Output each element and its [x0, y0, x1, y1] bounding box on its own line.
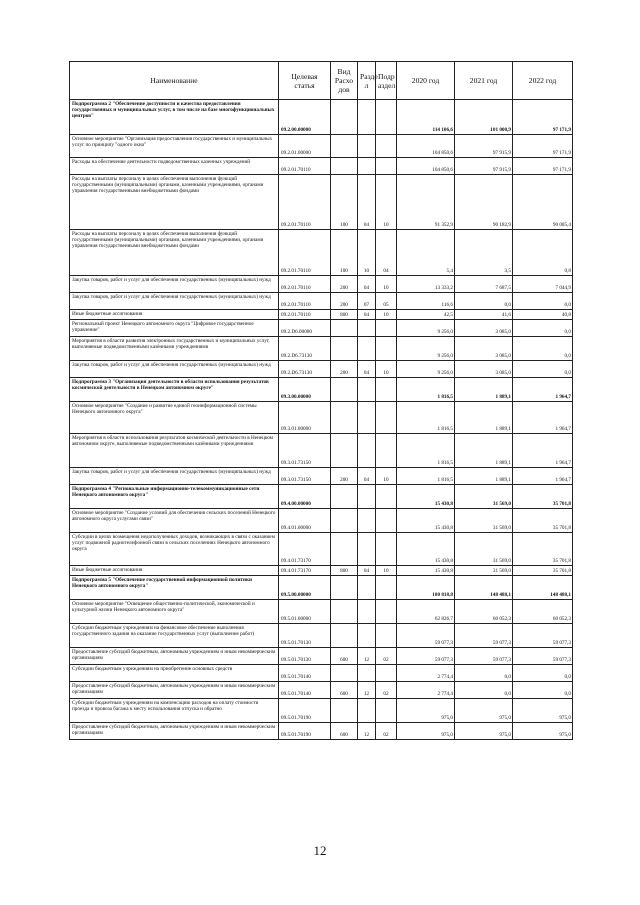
row-code: 09.2.D6.00000 [279, 320, 331, 337]
row-podrazdel: 05 [376, 293, 397, 310]
table-row [70, 361, 573, 378]
row-name: Субсидии бюджетным учреждениям на компенсацию расходов на оплату стоимости проезда и провоза багажа к месту использования отпуска и обратно [70, 699, 279, 723]
row-2021: 0,0 [455, 682, 513, 699]
row-code: 09.5.01.70190 [279, 723, 331, 740]
row-2022: 0,0 [513, 337, 573, 361]
table-body [70, 100, 573, 740]
row-2020: 15 430,8 [397, 509, 455, 533]
row-code: 09.5.01.70140 [279, 682, 331, 699]
row-vid [331, 320, 358, 337]
row-2022: 975,0 [513, 699, 573, 723]
row-code: 09.2.01.70110 [279, 230, 331, 276]
header-name: Наименование [70, 62, 279, 100]
row-2022: 35 701,8 [513, 509, 573, 533]
row-2020: 975,0 [397, 723, 455, 740]
row-name: Иные бюджетные ассигнования [70, 310, 279, 320]
row-2021: 97 915,9 [455, 158, 513, 175]
row-2022: 0,0 [513, 361, 573, 378]
row-code: 09.2.00.00000 [279, 100, 331, 135]
budget-table-container [69, 61, 572, 740]
row-podrazdel: 10 [376, 276, 397, 293]
row-name: Предоставление субсидий бюджетным, автономным учреждениям и иным некоммерческим организациям [70, 682, 279, 699]
row-2020: 91 352,9 [397, 175, 455, 230]
row-2021: 3 085,0 [455, 361, 513, 378]
row-razdel [358, 600, 376, 624]
row-razdel [358, 699, 376, 723]
row-2020: 1 816,5 [397, 402, 455, 434]
row-2021: 148 488,1 [455, 576, 513, 600]
header-podrazdel: Подр аздел [376, 62, 397, 100]
row-code: 09.5.01.70190 [279, 699, 331, 723]
row-name: Расходы на выплаты персоналу в целях обеспечения выполнения функций государственными (муниципальными) органами, казенными учреждениями, органами управления государственными внебюджетными фондами [70, 230, 279, 276]
row-2021: 41,6 [455, 310, 513, 320]
row-2022: 1 964,7 [513, 402, 573, 434]
row-vid: 100 [331, 230, 358, 276]
row-2021: 31 569,0 [455, 566, 513, 576]
row-vid: 800 [331, 310, 358, 320]
row-2021: 1 889,1 [455, 378, 513, 402]
row-2020: 104 850,6 [397, 135, 455, 158]
row-2021: 3 085,0 [455, 320, 513, 337]
row-2021: 90 182,9 [455, 175, 513, 230]
row-razdel: 04 [358, 310, 376, 320]
row-2021: 975,0 [455, 723, 513, 740]
row-2022: 1 964,7 [513, 434, 573, 468]
table-header-row [70, 62, 573, 100]
row-code: 09.4.01.73170 [279, 566, 331, 576]
table-row [70, 230, 573, 276]
row-razdel: 04 [358, 276, 376, 293]
row-podrazdel [376, 158, 397, 175]
row-razdel: 04 [358, 361, 376, 378]
table-row [70, 175, 573, 230]
row-code: 09.4.01.00000 [279, 509, 331, 533]
row-vid [331, 624, 358, 648]
table-row [70, 320, 573, 337]
row-2020: 975,0 [397, 699, 455, 723]
header-vid: Вид Расхо дов [331, 62, 358, 100]
row-2020: 15 430,8 [397, 533, 455, 566]
row-name: Закупка товаров, работ и услуг для обеспечения государственных (муниципальных) нужд [70, 276, 279, 293]
row-podrazdel [376, 665, 397, 682]
table-row [70, 576, 573, 600]
row-razdel: 07 [358, 293, 376, 310]
row-2022: 975,0 [513, 723, 573, 740]
row-vid: 600 [331, 682, 358, 699]
row-code: 09.5.01.70140 [279, 665, 331, 682]
row-code: 09.2.01.70110 [279, 276, 331, 293]
row-podrazdel [376, 402, 397, 434]
row-razdel [358, 509, 376, 533]
row-name: Субсидии бюджетным учреждениям на приобретение основных средств [70, 665, 279, 682]
row-2022: 60 052,3 [513, 600, 573, 624]
row-vid [331, 402, 358, 434]
row-2022: 90 085,4 [513, 175, 573, 230]
row-name: Основное мероприятие "Организация предоставления государственных и муниципальных услуг по принципу "одного окна" [70, 135, 279, 158]
row-podrazdel [376, 320, 397, 337]
row-2020: 42,5 [397, 310, 455, 320]
row-vid [331, 337, 358, 361]
row-2020: 1 816,5 [397, 434, 455, 468]
row-razdel: 10 [358, 230, 376, 276]
row-name: Закупка товаров, работ и услуг для обеспечения государственных (муниципальных) нужд [70, 293, 279, 310]
row-name: Подпрограмма 3 "Организация деятельности в области использования результатов космической деятельности в Ненецком автономном округе" [70, 378, 279, 402]
row-podrazdel: 10 [376, 175, 397, 230]
row-vid: 600 [331, 648, 358, 665]
row-2021: 31 569,0 [455, 509, 513, 533]
row-code: 09.2.01.70110 [279, 293, 331, 310]
row-name: Субсидии бюджетным учреждениям на финансовое обеспечение выполнения государственного задания на оказание государственных услуг (выполнение работ) [70, 624, 279, 648]
row-vid [331, 378, 358, 402]
row-2020: 1 816,5 [397, 468, 455, 485]
row-2021: 1 889,1 [455, 468, 513, 485]
row-2020: 116,6 [397, 293, 455, 310]
row-2021: 975,0 [455, 699, 513, 723]
row-2022: 40,8 [513, 310, 573, 320]
row-podrazdel: 02 [376, 723, 397, 740]
row-podrazdel [376, 434, 397, 468]
row-2022: 35 701,8 [513, 533, 573, 566]
row-razdel [358, 320, 376, 337]
row-code: 09.3.00.00000 [279, 378, 331, 402]
row-name: Региональный проект Ненецкого автономного округа "Цифровое государственное управление" [70, 320, 279, 337]
row-podrazdel: 10 [376, 310, 397, 320]
row-2020: 104 850,6 [397, 158, 455, 175]
table-row [70, 468, 573, 485]
row-name: Расходы на обеспечение деятельности подведомственных казенных учреждений [70, 158, 279, 175]
row-vid [331, 600, 358, 624]
row-razdel [358, 665, 376, 682]
row-razdel: 04 [358, 175, 376, 230]
row-podrazdel [376, 337, 397, 361]
table-row [70, 533, 573, 566]
row-vid [331, 100, 358, 135]
row-name: Подпрограмма 2 "Обеспечение доступности и качества предоставления государственных и муниципальных услуг, в том числе на базе многофункциональных центров" [70, 100, 279, 135]
row-2021: 0,0 [455, 665, 513, 682]
row-vid [331, 135, 358, 158]
table-row [70, 648, 573, 665]
row-2021: 59 077,3 [455, 648, 513, 665]
row-code: 09.2.D6.73130 [279, 361, 331, 378]
row-razdel: 12 [358, 682, 376, 699]
row-2022: 1 964,7 [513, 378, 573, 402]
row-code: 09.4.00.00000 [279, 485, 331, 509]
row-code: 09.2.01.70110 [279, 175, 331, 230]
row-vid: 200 [331, 276, 358, 293]
row-2020: 59 077,3 [397, 624, 455, 648]
row-podrazdel [376, 378, 397, 402]
row-2020: 5,4 [397, 230, 455, 276]
row-podrazdel: 10 [376, 468, 397, 485]
row-2021: 101 000,9 [455, 100, 513, 135]
row-podrazdel: 02 [376, 682, 397, 699]
row-name: Иные бюджетные ассигнования [70, 566, 279, 576]
row-code: 09.3.01.00000 [279, 402, 331, 434]
table-row [70, 682, 573, 699]
table-row [70, 624, 573, 648]
row-2022: 59 077,3 [513, 624, 573, 648]
row-vid: 100 [331, 175, 358, 230]
row-vid: 200 [331, 468, 358, 485]
row-code: 09.2.01.70110 [279, 158, 331, 175]
table-row [70, 723, 573, 740]
row-vid [331, 665, 358, 682]
header-2021: 2021 год [455, 62, 513, 100]
row-2022: 59 077,3 [513, 648, 573, 665]
row-razdel: 04 [358, 566, 376, 576]
row-2022: 35 701,8 [513, 566, 573, 576]
header-razdel: Разде л [358, 62, 376, 100]
row-code: 09.5.00.00000 [279, 576, 331, 600]
row-2021: 3,5 [455, 230, 513, 276]
header-target: Целевая статья [279, 62, 331, 100]
row-podrazdel: 10 [376, 361, 397, 378]
row-2022: 0,0 [513, 682, 573, 699]
table-row [70, 276, 573, 293]
table-row [70, 337, 573, 361]
row-2022: 0,0 [513, 293, 573, 310]
row-podrazdel [376, 100, 397, 135]
row-2022: 35 701,8 [513, 485, 573, 509]
row-vid [331, 576, 358, 600]
row-code: 09.3.01.73150 [279, 468, 331, 485]
row-vid: 200 [331, 293, 358, 310]
table-row [70, 100, 573, 135]
row-name: Субсидии в целях возмещения недополученных доходов, возникающих в связи с оказанием услуг подвижной радиотелефонной связи в сельских поселениях Ненецкого автономного округа [70, 533, 279, 566]
table-row [70, 665, 573, 682]
page-number: 12 [313, 843, 327, 858]
row-2020: 2 774,4 [397, 665, 455, 682]
row-name: Мероприятия в области использования результатов космической деятельности в Ненецком автономном округе, выполняемые подведомственными казёнными учреждениями [70, 434, 279, 468]
row-razdel [358, 434, 376, 468]
row-name: Подпрограмма 4 "Региональные информационно-телекоммуникационные сети Ненецкого автономного округа" [70, 485, 279, 509]
row-name: Основное мероприятие "Создание условий для обеспечения сельских поселений Ненецкого автономного округа услугами связи" [70, 509, 279, 533]
row-vid [331, 699, 358, 723]
row-2020: 1 816,5 [397, 378, 455, 402]
row-2021: 0,0 [455, 293, 513, 310]
row-2020: 114 106,6 [397, 100, 455, 135]
row-2021: 31 569,0 [455, 533, 513, 566]
row-razdel [358, 135, 376, 158]
row-razdel: 04 [358, 468, 376, 485]
row-name: Подпрограмма 5 "Обеспечение государственной информационной политики Ненецкого автономного округа" [70, 576, 279, 600]
row-code: 09.2.01.70110 [279, 310, 331, 320]
row-razdel [358, 485, 376, 509]
row-2021: 3 085,0 [455, 337, 513, 361]
row-2021: 59 077,3 [455, 624, 513, 648]
row-code: 09.5.01.70130 [279, 648, 331, 665]
row-name: Расходы на выплаты персоналу в целях обеспечения выполнения функций государственными (муниципальными) органами, казенными учреждениями, органами управления государственными внебюджетными фондами [70, 175, 279, 230]
row-2021: 60 052,3 [455, 600, 513, 624]
row-vid: 800 [331, 566, 358, 576]
row-vid [331, 509, 358, 533]
row-name: Мероприятия в области развития электронных государственных и муниципальных услуг, выполняемые подведомственными казёнными учреждениями [70, 337, 279, 361]
row-razdel [358, 100, 376, 135]
row-razdel [358, 624, 376, 648]
table-row [70, 158, 573, 175]
row-2020: 9 256,0 [397, 361, 455, 378]
row-podrazdel [376, 135, 397, 158]
row-podrazdel: 02 [376, 648, 397, 665]
row-podrazdel [376, 699, 397, 723]
row-razdel: 12 [358, 723, 376, 740]
row-podrazdel [376, 509, 397, 533]
row-2020: 9 256,0 [397, 320, 455, 337]
row-2022: 97 171,9 [513, 135, 573, 158]
row-razdel [358, 378, 376, 402]
row-2021: 1 889,1 [455, 434, 513, 468]
table-row [70, 434, 573, 468]
row-vid [331, 158, 358, 175]
row-2020: 62 826,7 [397, 600, 455, 624]
row-code: 09.5.01.70130 [279, 624, 331, 648]
row-2022: 1 964,7 [513, 468, 573, 485]
row-name: Предоставление субсидий бюджетным, автономным учреждениям и иным некоммерческим организациям [70, 723, 279, 740]
row-code: 09.2.01.00000 [279, 135, 331, 158]
table-row [70, 485, 573, 509]
table-row [70, 600, 573, 624]
row-name: Закупка товаров, работ и услуг для обеспечения государственных (муниципальных) нужд [70, 361, 279, 378]
row-2020: 2 774,4 [397, 682, 455, 699]
row-2022: 0,0 [513, 665, 573, 682]
row-razdel: 12 [358, 648, 376, 665]
row-2020: 9 256,0 [397, 337, 455, 361]
header-2020: 2020 год [397, 62, 455, 100]
row-razdel [358, 576, 376, 600]
row-2022: 0,8 [513, 230, 573, 276]
row-vid [331, 533, 358, 566]
row-name: Основное мероприятие "Создание и развитие единой геоинформационной системы Ненецкого автономного округа" [70, 402, 279, 434]
row-code: 09.3.01.73150 [279, 434, 331, 468]
row-name: Закупка товаров, работ и услуг для обеспечения государственных (муниципальных) нужд [70, 468, 279, 485]
row-razdel [358, 402, 376, 434]
table-row [70, 509, 573, 533]
row-2020: 59 077,3 [397, 648, 455, 665]
row-podrazdel [376, 485, 397, 509]
table-row [70, 402, 573, 434]
table-row [70, 699, 573, 723]
table-row [70, 378, 573, 402]
row-podrazdel [376, 624, 397, 648]
header-2022: 2022 год [513, 62, 573, 100]
row-2022: 148 488,1 [513, 576, 573, 600]
row-podrazdel [376, 576, 397, 600]
row-vid [331, 434, 358, 468]
row-2020: 180 818,8 [397, 576, 455, 600]
row-code: 09.4.01.73170 [279, 533, 331, 566]
row-vid: 600 [331, 723, 358, 740]
row-podrazdel [376, 600, 397, 624]
row-2021: 7 687,5 [455, 276, 513, 293]
row-vid: 200 [331, 361, 358, 378]
row-podrazdel: 10 [376, 566, 397, 576]
row-code: 09.2.D6.73130 [279, 337, 331, 361]
row-2020: 13 333,2 [397, 276, 455, 293]
row-2022: 0,0 [513, 320, 573, 337]
table-row [70, 566, 573, 576]
budget-table [69, 61, 573, 740]
table-row [70, 293, 573, 310]
row-razdel [358, 337, 376, 361]
row-2022: 7 044,9 [513, 276, 573, 293]
row-name: Предоставление субсидий бюджетным, автономным учреждениям и иным некоммерческим организациям [70, 648, 279, 665]
row-name: Основное мероприятие "Освещение общественно-политической, экономической и культурной жизни Ненецкого автономного округа" [70, 600, 279, 624]
row-2021: 1 889,1 [455, 402, 513, 434]
row-2020: 15 430,8 [397, 566, 455, 576]
row-razdel [358, 158, 376, 175]
row-podrazdel [376, 533, 397, 566]
table-row [70, 135, 573, 158]
row-code: 09.5.01.00000 [279, 600, 331, 624]
row-vid [331, 485, 358, 509]
row-2022: 97 171,9 [513, 158, 573, 175]
table-row [70, 310, 573, 320]
row-2021: 97 915,9 [455, 135, 513, 158]
row-2020: 15 430,8 [397, 485, 455, 509]
row-razdel [358, 533, 376, 566]
row-2022: 97 171,9 [513, 100, 573, 135]
row-2021: 31 569,0 [455, 485, 513, 509]
row-podrazdel: 04 [376, 230, 397, 276]
